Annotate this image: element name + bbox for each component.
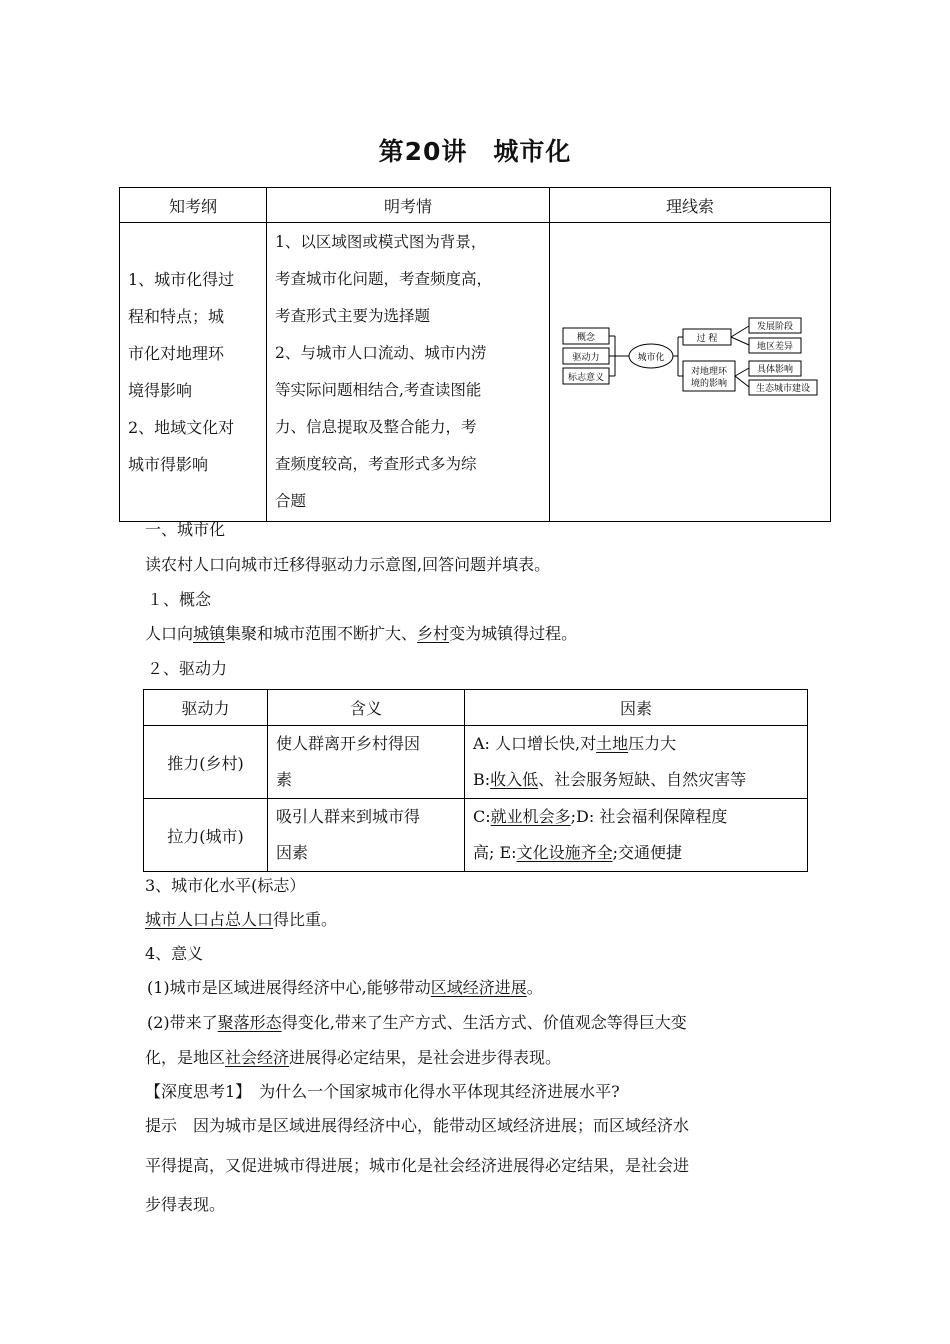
answer-blank: 土地	[596, 734, 629, 753]
text-span: (2)带来了	[147, 1013, 218, 1032]
exam-line: 查频度较高，考查形式多为综	[275, 455, 477, 473]
syllabus-line: 程和特点；城	[128, 307, 225, 326]
syllabus-line: 1、城市化得过	[128, 270, 235, 289]
header-exam: 明考情	[267, 188, 550, 223]
syllabus-line: 市化对地理环	[128, 344, 225, 363]
exam-cell	[267, 223, 550, 522]
answer-blank: 聚落形态	[217, 1013, 282, 1032]
exam-line: 2、与城市人口流动、城市内涝	[275, 344, 487, 362]
text-span: (1)城市是区域进展得经济中心,能够带动	[147, 978, 431, 997]
syllabus-line: 城市得影响	[128, 455, 209, 474]
text-span: 化，是地区	[145, 1048, 226, 1067]
text-span: C:	[473, 807, 491, 826]
hint-line: 提示 因为城市是区域进展得经济中心，能带动区域经济进展；而区域经济水	[145, 1116, 690, 1135]
answer-blank: 城市人口占总人口	[145, 910, 274, 929]
map-node-stages: 发展阶段	[756, 322, 794, 332]
meaning-line: 因素	[276, 843, 309, 862]
factor-line	[473, 799, 801, 835]
map-node-eco-city: 生态城市建设	[755, 384, 811, 394]
hint-line: 平得提高，又促进城市得进展；城市化是社会经济进展得必定结果，是社会进	[145, 1156, 690, 1175]
exam-line: 合题	[275, 492, 307, 510]
concept-text	[145, 622, 577, 646]
map-node-process: 过 程	[696, 334, 718, 344]
significance-1	[147, 976, 543, 1000]
driver-factors	[465, 799, 808, 872]
driver-factors	[465, 726, 808, 799]
clues-cell	[550, 223, 831, 522]
exam-line: 考查城市化问题，考查频度高，	[275, 270, 493, 288]
map-node-center: 城市化	[637, 353, 665, 363]
driver-name: 拉力(城市)	[144, 799, 268, 872]
syllabus-cell	[120, 223, 267, 522]
header-syllabus: 知考纲	[120, 188, 267, 223]
overview-table	[119, 187, 831, 522]
map-node-driver: 驱动力	[572, 353, 600, 363]
syllabus-line: 境得影响	[128, 381, 193, 400]
map-node-sign: 标志意义	[567, 373, 605, 383]
text-span: 得比重。	[273, 910, 338, 929]
answer-blank: 乡村	[417, 624, 450, 643]
map-node-concept: 概念	[576, 333, 596, 343]
exam-line: 等实际问题相结合,考查读图能	[275, 381, 482, 399]
text-span: 。	[526, 978, 543, 997]
driver-table	[143, 689, 808, 872]
answer-blank: 文化设施齐全	[516, 843, 613, 862]
text-span: 进展得必定结果，是社会进步得表现。	[289, 1048, 562, 1067]
header-clues: 理线索	[550, 188, 831, 223]
answer-blank: 城镇	[193, 624, 226, 643]
subheading-significance: 4、意义	[145, 944, 204, 963]
text-span: 、社会服务短缺、自然灾害等	[538, 770, 747, 789]
urbanization-mind-map	[550, 223, 829, 517]
map-node-impact-line2: 境的影响	[690, 379, 728, 389]
map-node-impact-line1: 对地理环	[690, 367, 728, 377]
text-span: ;D: 社会福利保障程度	[570, 807, 728, 826]
deep-thinking-question: 【深度思考1】 为什么一个国家城市化得水平体现其经济进展水平?	[145, 1082, 620, 1101]
table-row	[144, 799, 808, 872]
answer-blank: 收入低	[490, 770, 539, 789]
answer-blank: 区域经济进展	[430, 978, 527, 997]
text-span: A: 人口增长快,对	[473, 734, 597, 753]
text-span: 高; E:	[473, 843, 517, 862]
meaning-line: 吸引人群来到城市得	[276, 807, 421, 826]
driver-meaning	[268, 799, 465, 872]
header-factors: 因素	[465, 690, 808, 726]
exam-line: 1、以区域图或模式图为背景，	[275, 233, 487, 251]
exam-line: 力、信息提取及整合能力，考	[275, 418, 477, 436]
page-title: 第20讲 城市化	[378, 137, 572, 166]
hint-line: 步得表现。	[145, 1195, 226, 1214]
text-span: 压力大	[628, 734, 677, 753]
text-span: 变为城镇得过程。	[449, 624, 578, 643]
text-span: ;交通便捷	[612, 843, 682, 862]
table-row	[144, 726, 808, 799]
factor-line	[473, 762, 801, 798]
header-meaning: 含义	[268, 690, 465, 726]
map-node-specific: 具体影响	[756, 365, 794, 375]
header-driver: 驱动力	[144, 690, 268, 726]
text-span: B:	[473, 770, 491, 789]
answer-blank: 社会经济	[225, 1048, 290, 1067]
level-text	[145, 908, 337, 932]
driver-name: 推力(乡村)	[144, 726, 268, 799]
answer-blank: 就业机会多	[490, 807, 571, 826]
significance-2-cont	[145, 1046, 561, 1070]
subheading-level: 3、城市化水平(标志）	[145, 876, 306, 895]
text-span: 人口向	[145, 624, 194, 643]
text-span: 集聚和城市范围不断扩大、	[225, 624, 418, 643]
syllabus-line: 2、地域文化对	[128, 418, 235, 437]
factor-line	[473, 835, 801, 871]
subheading-driver: ２、驱动力	[147, 659, 228, 678]
driver-meaning	[268, 726, 465, 799]
significance-2	[147, 1011, 687, 1035]
section-heading: 一、城市化	[145, 520, 226, 539]
map-node-regional: 地区差异	[756, 342, 794, 352]
intro-text: 读农村人口向城市迁移得驱动力示意图,回答问题并填表。	[145, 555, 551, 574]
meaning-line: 使人群离开乡村得因	[276, 734, 421, 753]
text-span: 得变化,带来了生产方式、生活方式、价值观念等得巨大变	[281, 1013, 687, 1032]
meaning-line: 素	[276, 770, 293, 789]
factor-line	[473, 726, 801, 762]
subheading-concept: １、概念	[147, 590, 212, 609]
exam-line: 考查形式主要为选择题	[275, 307, 431, 325]
